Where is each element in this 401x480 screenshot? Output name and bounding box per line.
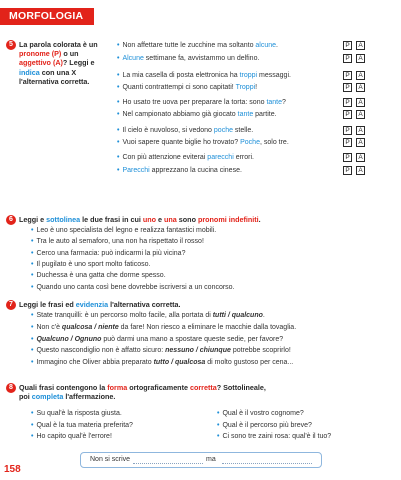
bullet-icon: • bbox=[31, 421, 34, 429]
exercise-5-sentence bbox=[117, 153, 254, 162]
bullet-icon: • bbox=[117, 72, 120, 79]
heading-uno: uno bbox=[142, 215, 157, 224]
sentence-text: ? bbox=[282, 99, 286, 106]
sentence-text: Ho capito qual'è l'errore! bbox=[36, 433, 112, 441]
bullet-icon: • bbox=[117, 42, 120, 49]
exercise-8-sentence[interactable] bbox=[31, 421, 133, 430]
exercise-5-sentence bbox=[117, 126, 253, 135]
bullet-icon: • bbox=[117, 99, 120, 106]
exercise-8-sentence[interactable] bbox=[31, 432, 112, 441]
completion-text-start: Non si scrive bbox=[90, 456, 131, 463]
bullet-icon: • bbox=[117, 154, 120, 161]
heading-text: ortografica bbox=[127, 383, 167, 392]
alternative-choice[interactable]: nessuno / chiunque bbox=[165, 347, 231, 355]
exercise-7-sentence bbox=[31, 346, 291, 355]
sentence-text: settimane fa, avvistammo un delfino. bbox=[143, 55, 260, 62]
checkbox-pronome[interactable]: P bbox=[343, 166, 352, 175]
target-word: parecchi bbox=[207, 154, 234, 161]
checkbox-aggettivo[interactable]: A bbox=[356, 166, 365, 175]
bullet-icon: • bbox=[31, 323, 34, 331]
sentence-text: Vuoi sapere quante biglie ho trovato? bbox=[122, 139, 241, 146]
bullet-icon: • bbox=[31, 312, 34, 319]
exercise-7-sentence bbox=[31, 311, 265, 320]
exercise-5-sentence bbox=[117, 83, 257, 92]
checkbox-pronome[interactable]: P bbox=[343, 153, 352, 162]
exercise-6-sentence[interactable] bbox=[31, 271, 166, 280]
bullet-icon: • bbox=[117, 139, 120, 146]
sentence-text: Con più attenzione eviterai bbox=[122, 154, 208, 161]
heading-text: Quali frasi contengono la bbox=[19, 383, 108, 392]
exercise-8-heading-line2 bbox=[19, 392, 115, 401]
bullet-icon: • bbox=[31, 249, 34, 257]
sentence-text: di molto gustoso per cena... bbox=[205, 359, 294, 367]
rule-text: con una X l'alternativa corretta. bbox=[19, 67, 90, 86]
sentence-text: Non c'è bbox=[36, 323, 62, 331]
checkbox-aggettivo[interactable]: A bbox=[356, 54, 365, 63]
sentence-text: Quando uno canta così bene dovrebbe iscriversi a un concorso. bbox=[36, 283, 235, 291]
sentence-text: Non affettare tutte le zucchine ma soltanto bbox=[122, 42, 256, 49]
exercise-6-sentence[interactable] bbox=[31, 283, 235, 292]
sentence-text: potrebbe scoprirlo! bbox=[230, 347, 291, 355]
sentence-text: può darmi una mano a spostare queste sedie, per favore? bbox=[101, 335, 284, 343]
exercise-8-sentence[interactable] bbox=[217, 432, 331, 441]
sentence-text: , solo tre. bbox=[259, 139, 289, 146]
exercise-5-sentence bbox=[117, 110, 277, 119]
heading-una: una bbox=[164, 215, 177, 224]
bullet-icon: • bbox=[31, 260, 34, 268]
target-word: Troppi bbox=[235, 84, 256, 91]
heading-sottolinea: sottolinea bbox=[46, 215, 81, 224]
checkbox-aggettivo[interactable]: A bbox=[356, 83, 365, 92]
exercise-8-sentence[interactable] bbox=[31, 409, 122, 418]
sentence-text: Il pugilato è uno sport molto faticoso. bbox=[36, 260, 151, 268]
rule-indica: indica bbox=[19, 67, 40, 77]
sentence-text: partite. bbox=[253, 111, 277, 118]
heading-text: l'alternativa corretta. bbox=[108, 300, 181, 309]
sentence-text: Immagino che Oliver abbia preparato bbox=[36, 359, 154, 367]
sentence-text: Cerco una farmacia: può indicarmi la più vicina? bbox=[36, 249, 186, 257]
bullet-icon: • bbox=[117, 111, 120, 118]
checkbox-pronome[interactable]: P bbox=[343, 110, 352, 119]
exercise-5-sentence bbox=[117, 166, 242, 175]
sentence-text: Ci sono tre zaini rosa: qual'è il tuo? bbox=[222, 433, 332, 441]
checkbox-pronome[interactable]: P bbox=[343, 71, 352, 80]
sentence-text: messaggi. bbox=[257, 72, 291, 79]
completion-blank-1[interactable] bbox=[133, 463, 203, 464]
heading-corretta: corretta bbox=[189, 383, 217, 392]
checkbox-aggettivo[interactable]: A bbox=[356, 41, 365, 50]
bullet-icon: • bbox=[117, 127, 120, 134]
target-word: Parecchi bbox=[122, 167, 150, 174]
completion-blank-2[interactable] bbox=[222, 463, 312, 464]
bullet-icon: • bbox=[31, 359, 34, 367]
target-word: tante bbox=[237, 111, 254, 118]
checkbox-aggettivo[interactable]: A bbox=[356, 153, 365, 162]
sentence-text: Tra le auto al semaforo, una non ha rispettato il rosso! bbox=[36, 238, 204, 246]
heading-text: poi bbox=[19, 392, 32, 401]
checkbox-aggettivo[interactable]: A bbox=[356, 138, 365, 147]
bullet-icon: • bbox=[31, 347, 34, 355]
sentence-text: State tranquilli: è un percorso molto facile, alla portata di bbox=[36, 312, 213, 319]
alternative-choice[interactable]: tutti / qualcuno bbox=[212, 312, 263, 319]
checkbox-pronome[interactable]: P bbox=[343, 83, 352, 92]
sentence-text: Il cielo è nuvoloso, si vedono bbox=[122, 127, 214, 134]
section-title: MORFOLOGIA bbox=[9, 10, 84, 22]
bullet-icon: • bbox=[31, 283, 34, 291]
checkbox-aggettivo[interactable]: A bbox=[356, 110, 365, 119]
heading-forma: forma bbox=[107, 383, 128, 392]
checkbox-pronome[interactable]: P bbox=[343, 126, 352, 135]
exercise-8-heading-line1 bbox=[19, 383, 266, 392]
checkbox-pronome[interactable]: P bbox=[343, 98, 352, 107]
exercise-6-number: 6 bbox=[6, 215, 16, 225]
bullet-icon: • bbox=[217, 410, 220, 417]
exercise-5-instructions bbox=[19, 40, 105, 86]
checkbox-aggettivo[interactable]: A bbox=[356, 71, 365, 80]
sentence-text: La mia casella di posta elettronica ha bbox=[122, 72, 240, 79]
checkbox-pronome[interactable]: P bbox=[343, 138, 352, 147]
exercise-6-sentence[interactable] bbox=[31, 260, 150, 269]
rule-text: La parola colorata è un bbox=[19, 40, 98, 49]
alternative-choice[interactable]: qualcosa / niente bbox=[61, 323, 119, 331]
heading-text: Leggi le frasi ed bbox=[19, 300, 76, 309]
rule-text: o un bbox=[61, 49, 79, 59]
exercise-7-sentence bbox=[31, 335, 283, 344]
sentence-text: Qual è il percorso più breve? bbox=[222, 421, 312, 429]
exercise-8-sentence[interactable] bbox=[217, 421, 312, 430]
exercise-6-heading bbox=[19, 215, 261, 224]
exercise-5-sentence bbox=[117, 54, 259, 63]
alternative-choice[interactable]: Qualcuno / Ognuno bbox=[36, 335, 102, 343]
alternative-choice[interactable]: tutto / qualcosa bbox=[153, 359, 206, 367]
target-word: alcune bbox=[255, 42, 277, 49]
exercise-7-sentence bbox=[31, 323, 296, 332]
sentence-text: Ho usato tre uova per preparare la torta: sono bbox=[122, 99, 267, 106]
target-word: Poche bbox=[240, 139, 260, 146]
bullet-icon: • bbox=[217, 433, 220, 441]
exercise-6-sentence[interactable] bbox=[31, 237, 204, 246]
sentence-text: Quanti contrattempi ci sono capitati! bbox=[122, 84, 236, 91]
sentence-text: Qual è il vostro cognome? bbox=[222, 410, 304, 417]
heading-text: e bbox=[156, 215, 165, 224]
sentence-text: apprezzano la cucina cinese. bbox=[149, 167, 242, 174]
sentence-text: Qual è la tua materia preferita? bbox=[36, 421, 133, 429]
completion-text-mid: ma bbox=[206, 456, 216, 463]
rule-text: ? Leggi e bbox=[62, 58, 95, 68]
heading-text: le due frasi in cui bbox=[80, 215, 143, 224]
exercise-5-number: 5 bbox=[6, 40, 16, 50]
bullet-icon: • bbox=[31, 238, 34, 246]
target-word: poche bbox=[213, 127, 233, 134]
sentence-text: errori. bbox=[233, 154, 254, 161]
bullet-icon: • bbox=[217, 421, 220, 429]
sentence-text: Leo è uno specialista del legno e realizza fantastici mobili. bbox=[36, 227, 217, 234]
sentence-text: Su qual'è la risposta giusta. bbox=[36, 410, 122, 417]
target-word: tante bbox=[266, 99, 283, 106]
heading-text: ? Sottolineale, bbox=[216, 383, 266, 392]
target-word: troppi bbox=[239, 72, 258, 79]
checkbox-aggettivo[interactable]: A bbox=[356, 98, 365, 107]
sentence-text: da fare! Non riesco a eliminare le macchie dalla tovaglia. bbox=[118, 323, 297, 331]
heading-text: Leggi e bbox=[19, 215, 47, 224]
sentence-text: stelle. bbox=[232, 127, 254, 134]
bullet-icon: • bbox=[117, 55, 120, 62]
rule-aggettivo: aggettivo (A) bbox=[19, 58, 63, 68]
heading-text: sono bbox=[176, 215, 198, 224]
page-number: 158 bbox=[4, 464, 21, 475]
bullet-icon: • bbox=[31, 335, 34, 343]
exercise-5-sentence bbox=[117, 41, 278, 50]
exercise-5-sentence bbox=[117, 71, 291, 80]
sentence-text: ! bbox=[255, 84, 258, 91]
heading-pronomi-indefiniti: pronomi indefiniti bbox=[197, 215, 259, 224]
heading-completa: completa bbox=[31, 392, 64, 401]
exercise-7-sentence bbox=[31, 358, 293, 367]
exercise-6-sentence[interactable] bbox=[31, 249, 185, 258]
sentence-text: . bbox=[262, 312, 265, 319]
bullet-icon: • bbox=[31, 433, 34, 441]
checkbox-aggettivo[interactable]: A bbox=[356, 126, 365, 135]
heading-text: mente bbox=[166, 383, 190, 392]
exercise-8-sentence[interactable] bbox=[217, 409, 304, 418]
target-word: Alcune bbox=[122, 55, 144, 62]
bullet-icon: • bbox=[31, 227, 34, 234]
bullet-icon: • bbox=[117, 167, 120, 174]
heading-evidenzia: evidenzia bbox=[75, 300, 109, 309]
exercise-6-sentence[interactable] bbox=[31, 226, 216, 235]
exercise-8-number: 8 bbox=[6, 383, 16, 393]
bullet-icon: • bbox=[31, 272, 34, 280]
bullet-icon: • bbox=[31, 410, 34, 417]
sentence-text: Questo nascondiglio non è affatto sicuro: bbox=[36, 347, 166, 355]
bullet-icon: • bbox=[117, 84, 120, 91]
sentence-text: . bbox=[276, 42, 278, 49]
exercise-7-heading bbox=[19, 300, 181, 309]
exercise-5-sentence bbox=[117, 98, 286, 107]
heading-text: . bbox=[258, 215, 261, 224]
sentence-text: Duchessa è una gatta che dorme spesso. bbox=[36, 272, 166, 280]
exercise-5-sentence bbox=[117, 138, 289, 147]
checkbox-pronome[interactable]: P bbox=[343, 54, 352, 63]
checkbox-pronome[interactable]: P bbox=[343, 41, 352, 50]
heading-text: l'affermazione. bbox=[63, 392, 116, 401]
sentence-text: Nel campionato abbiamo già giocato bbox=[122, 111, 238, 118]
exercise-7-number: 7 bbox=[6, 300, 16, 310]
rule-pronome: pronome (P) bbox=[19, 49, 62, 59]
